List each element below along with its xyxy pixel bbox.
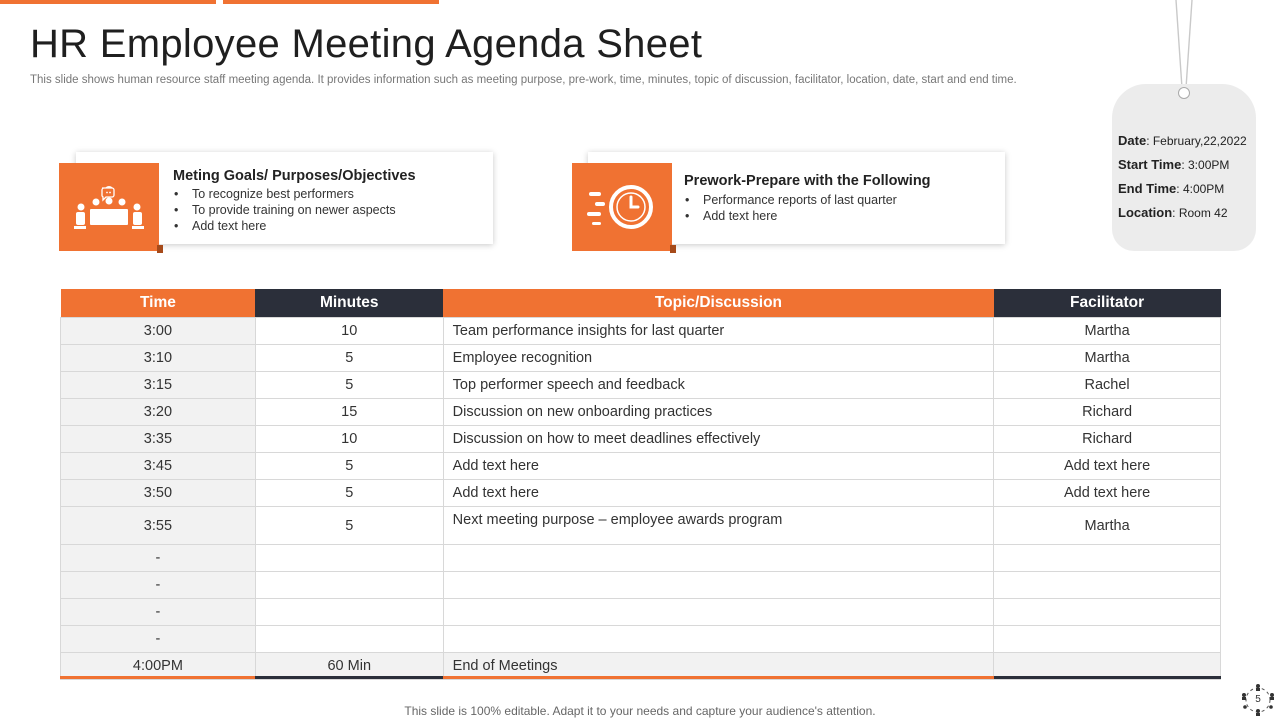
cell-time: 3:50 <box>61 480 256 507</box>
cell-minutes: 5 <box>255 372 443 399</box>
cell-facilitator <box>994 545 1221 572</box>
cell-minutes <box>255 626 443 653</box>
table-row <box>61 399 1221 426</box>
cell-topic <box>443 572 994 599</box>
cell-minutes <box>255 599 443 626</box>
cell-facilitator <box>994 599 1221 626</box>
list-item: • To recognize best performers <box>174 186 396 202</box>
cell-time: 3:20 <box>61 399 256 426</box>
cell-time: 3:10 <box>61 345 256 372</box>
cell-facilitator: Add text here <box>994 480 1221 507</box>
cell-minutes <box>255 572 443 599</box>
cell-facilitator: Richard <box>994 399 1221 426</box>
table-bottom-accent-1 <box>60 676 255 679</box>
table-bottom-accent-2 <box>255 676 443 679</box>
table-row <box>61 545 1221 572</box>
cell-minutes: 15 <box>255 399 443 426</box>
cell-time: - <box>61 572 256 599</box>
page-number-badge <box>1240 683 1276 717</box>
page-subtitle: This slide shows human resource staff meeting agenda. It provides information such as meeting purpose, pre-work, time, minutes, topic of discussion, facilitator, location, date, start and end time. <box>30 74 1017 86</box>
cell-topic <box>443 626 994 653</box>
cell-facilitator: Rachel <box>994 372 1221 399</box>
prework-icon-box <box>572 163 672 251</box>
cell-minutes: 5 <box>255 453 443 480</box>
header-topic: Topic/Discussion <box>443 289 994 318</box>
table-row <box>61 453 1221 480</box>
cell-time: 3:55 <box>61 507 256 545</box>
cell-topic: Team performance insights for last quarter <box>443 318 994 345</box>
cell-topic: Next meeting purpose – employee awards program <box>443 507 994 545</box>
table-row <box>61 318 1221 345</box>
page-number: 5 <box>1255 694 1261 705</box>
goals-card-title: Meting Goals/ Purposes/Objectives <box>173 168 416 184</box>
list-item: • Add text here <box>174 218 396 234</box>
cell-time: 3:35 <box>61 426 256 453</box>
cell-minutes: 10 <box>255 426 443 453</box>
tag-hole <box>1178 87 1190 99</box>
table-row <box>61 599 1221 626</box>
table-row <box>61 507 1221 545</box>
cell-time: - <box>61 545 256 572</box>
tag-start-time: Start Time: 3:00PM <box>1118 157 1230 172</box>
header-facilitator: Facilitator <box>994 289 1221 318</box>
footer-note: This slide is 100% editable. Adapt it to your needs and capture your audience's attention. <box>404 704 876 718</box>
cell-time: - <box>61 626 256 653</box>
table-row <box>61 372 1221 399</box>
cell-facilitator: Richard <box>994 426 1221 453</box>
list-item: • To provide training on newer aspects <box>174 202 396 218</box>
cell-topic <box>443 545 994 572</box>
cell-topic: Top performer speech and feedback <box>443 372 994 399</box>
table-header-row <box>61 289 1221 318</box>
table-row <box>61 572 1221 599</box>
table-row <box>61 626 1221 653</box>
header-time: Time <box>61 289 256 318</box>
prework-list <box>685 192 897 224</box>
cell-topic <box>443 599 994 626</box>
list-item: • Add text here <box>685 208 897 224</box>
table-row <box>61 426 1221 453</box>
cell-topic: Add text here <box>443 453 994 480</box>
cell-topic: Employee recognition <box>443 345 994 372</box>
top-accent-bar-right <box>223 0 439 4</box>
page-title: HR Employee Meeting Agenda Sheet <box>30 22 703 66</box>
top-accent-bar-left <box>0 0 216 4</box>
table-bottom-accent-3 <box>443 676 994 679</box>
cell-facilitator: Add text here <box>994 453 1221 480</box>
cell-topic: Discussion on how to meet deadlines effectively <box>443 426 994 453</box>
cell-time: - <box>61 599 256 626</box>
cell-time: 3:00 <box>61 318 256 345</box>
cell-minutes: 5 <box>255 345 443 372</box>
fast-clock-icon <box>587 182 657 232</box>
cell-time: 3:15 <box>61 372 256 399</box>
cell-minutes: 60 Min <box>255 653 443 680</box>
goals-list <box>174 186 396 234</box>
header-minutes: Minutes <box>255 289 443 318</box>
table-row <box>61 345 1221 372</box>
cell-topic: Add text here <box>443 480 994 507</box>
cell-minutes: 5 <box>255 480 443 507</box>
tag-end-time: End Time: 4:00PM <box>1118 181 1225 196</box>
cell-facilitator: Martha <box>994 318 1221 345</box>
table-row <box>61 480 1221 507</box>
cell-facilitator <box>994 626 1221 653</box>
cell-topic: Discussion on new onboarding practices <box>443 399 994 426</box>
cell-topic: End of Meetings <box>443 653 994 680</box>
goals-icon-box <box>59 163 159 251</box>
meeting-people-icon <box>71 182 147 232</box>
table-bottom-accent-4 <box>994 676 1221 679</box>
tag-location: Location: Room 42 <box>1118 205 1228 220</box>
cell-facilitator <box>994 572 1221 599</box>
list-item: • Performance reports of last quarter <box>685 192 897 208</box>
cell-facilitator: Martha <box>994 345 1221 372</box>
prework-card-title: Prework-Prepare with the Following <box>684 173 931 189</box>
cell-minutes: 5 <box>255 507 443 545</box>
tag-date: Date: February,22,2022 <box>1118 133 1247 148</box>
cell-time: 3:45 <box>61 453 256 480</box>
agenda-table <box>60 289 1221 680</box>
cell-minutes <box>255 545 443 572</box>
cell-time: 4:00PM <box>61 653 256 680</box>
cell-facilitator: Martha <box>994 507 1221 545</box>
cell-minutes: 10 <box>255 318 443 345</box>
tag-string-icon <box>1172 0 1196 92</box>
